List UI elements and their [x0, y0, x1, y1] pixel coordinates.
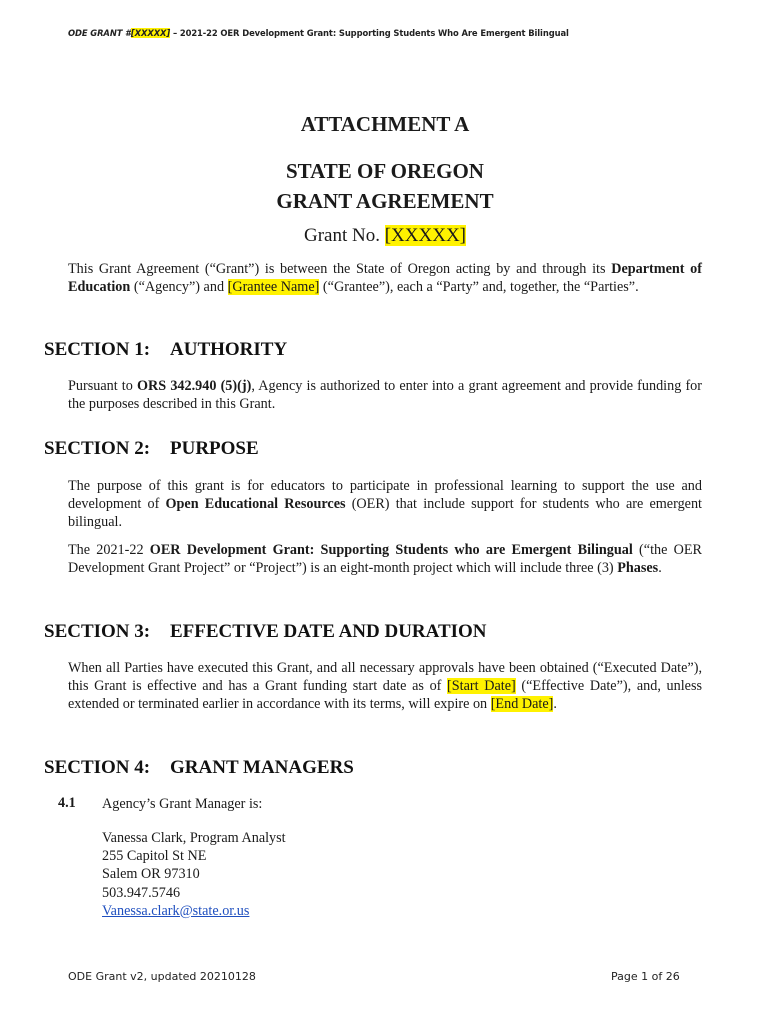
contact-name: Vanessa Clark, Program Analyst: [102, 830, 286, 846]
header-title: – 2021-22 OER Development Grant: Supporting Students Who Are Emergent Bilingual: [170, 28, 569, 38]
s2-p2-text-1: The 2021-22: [68, 542, 150, 558]
start-date-placeholder: [Start Date]: [447, 678, 516, 695]
footer-page-number: Page 1 of 26: [611, 970, 680, 983]
section-3-title: EFFECTIVE DATE AND DURATION: [170, 621, 487, 642]
s3-text-3: .: [553, 696, 557, 713]
intro-paragraph: [68, 260, 702, 296]
intro-text-3: (“Grantee”), each a “Party” and, together, the “Parties”.: [319, 279, 639, 296]
s3-text-1: When all Parties have executed this Grant, and all necessary approvals have been obtained (“Executed Date”), this Grant is effective and has a Grant funding start date as of: [68, 660, 702, 695]
s2-project-name: OER Development Grant: Supporting Students who are Emergent Bilingual: [149, 542, 633, 558]
s2-p1-text-2: (OER) that include support for students who are emergent bilingual.: [68, 496, 702, 531]
grant-manager-contact: [102, 829, 286, 920]
grant-number-line: [0, 225, 770, 247]
section-3-number: SECTION 3:: [44, 621, 151, 642]
s2-p2-text-3: .: [658, 560, 662, 577]
s2-p1-text-1: The purpose of this grant is for educators to participate in professional learning to support the use and development of: [68, 478, 702, 513]
section-2-paragraph-1: [68, 477, 702, 532]
intro-text-1: This Grant Agreement (“Grant”) is between the State of Oregon acting by and through its: [68, 261, 612, 277]
s2-p2-text-2: (“the OER Development Grant Project” or “Project”) is an eight-month project which will include three (3): [68, 542, 702, 577]
grant-number-label: Grant No.: [304, 225, 385, 246]
section-2-paragraph-2: [68, 541, 702, 577]
section-4-heading: [44, 757, 354, 779]
contact-city: Salem OR 97310: [102, 866, 200, 883]
header-grant-placeholder: [XXXXX]: [130, 28, 171, 38]
section-1-title: AUTHORITY: [170, 339, 288, 360]
s1-text-2: , Agency is authorized to enter into a grant agreement and provide funding for the purposes described in this Grant.: [68, 378, 702, 413]
contact-email-link[interactable]: Vanessa.clark@state.or.us: [102, 902, 250, 919]
footer-version: ODE Grant v2, updated 20210128: [68, 970, 256, 983]
section-4-title: GRANT MANAGERS: [170, 757, 354, 778]
state-title-block: [0, 156, 770, 216]
section-1-paragraph: [68, 377, 702, 413]
section-2-number: SECTION 2:: [44, 438, 151, 459]
attachment-title: ATTACHMENT A: [300, 112, 470, 136]
section-1-heading: [44, 339, 287, 361]
grant-number-placeholder: [XXXXX]: [384, 225, 466, 246]
intro-agency-name: Department of Education: [68, 261, 702, 296]
s1-statute: ORS 342.940 (5)(j): [137, 378, 252, 394]
contact-street: 255 Capitol St NE: [102, 848, 207, 865]
section-3-paragraph: [68, 659, 702, 714]
subsection-4-1-number: 4.1: [58, 795, 76, 811]
contact-phone: 503.947.5746: [102, 884, 181, 901]
section-3-heading: [44, 621, 487, 643]
title-block: [0, 112, 770, 137]
s2-oer-term: Open Educational Resources: [165, 496, 346, 513]
s2-phases-term: Phases: [617, 560, 659, 577]
subsection-4-1-text: Agency’s Grant Manager is:: [102, 796, 263, 812]
section-4-number: SECTION 4:: [44, 757, 151, 778]
grantee-name-placeholder: [Grantee Name]: [227, 279, 320, 296]
intro-text-2: (“Agency”) and: [130, 279, 228, 296]
section-2-heading: [44, 438, 259, 460]
header-prefix: ODE GRANT #: [68, 28, 131, 38]
section-1-number: SECTION 1:: [44, 339, 151, 360]
agreement-title: GRANT AGREEMENT: [276, 189, 494, 213]
running-header: [68, 28, 569, 38]
state-title: STATE OF OREGON: [286, 159, 484, 183]
s3-text-2: (“Effective Date”), and, unless extended or terminated earlier in accordance with its terms, will expire on: [68, 678, 702, 713]
end-date-placeholder: [End Date]: [490, 696, 554, 713]
section-2-title: PURPOSE: [170, 438, 259, 459]
s1-text-1: Pursuant to: [68, 378, 137, 394]
